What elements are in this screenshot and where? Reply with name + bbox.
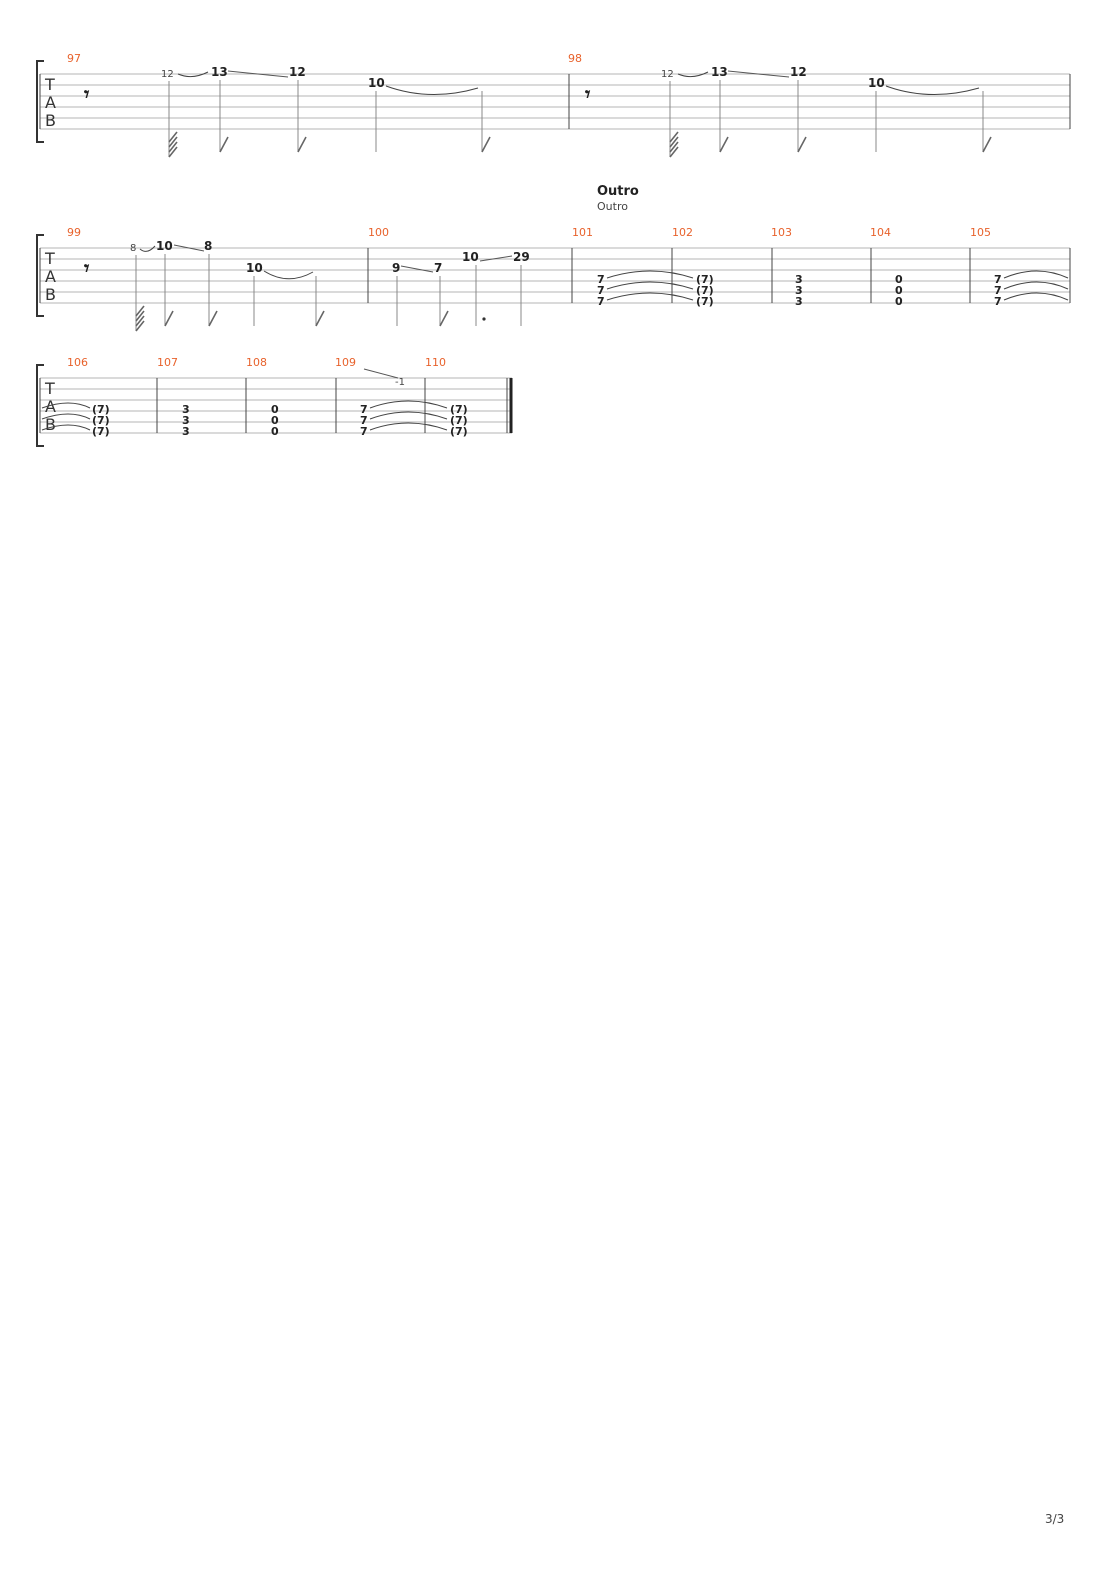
fret-number: 0 [271, 425, 279, 438]
fret-number: 10 [246, 261, 263, 275]
page-number: 3/3 [1045, 1512, 1065, 1526]
measure-104 [895, 273, 903, 308]
staff-system-1 [37, 52, 1070, 157]
fret-number: 12 [289, 65, 306, 79]
fret-number: (7) [450, 414, 468, 427]
tab-clef-b: B [45, 415, 56, 434]
measure-98 [585, 65, 991, 157]
tab-clef-a: A [45, 267, 56, 286]
fret-number: (7) [92, 425, 110, 438]
bend-line [364, 369, 398, 378]
note-flag [169, 132, 177, 157]
tab-clef-b: B [45, 111, 56, 130]
tie [1004, 282, 1068, 289]
fret-number: (7) [450, 425, 468, 438]
measure-109 [360, 369, 447, 438]
staff-lines [40, 248, 1070, 303]
tie [886, 86, 979, 95]
fret-number: 7 [360, 414, 368, 427]
section-title: Outro [597, 184, 639, 199]
note-flag [298, 137, 306, 152]
slide-line [401, 266, 433, 272]
eighth-rest: 𝄾 [585, 82, 591, 106]
measure-number: 103 [771, 226, 792, 239]
fret-number: 0 [271, 403, 279, 416]
fret-number: 7 [994, 284, 1002, 297]
measure-number: 106 [67, 356, 88, 369]
note-flag [165, 311, 173, 326]
fret-number: 7 [994, 295, 1002, 308]
fret-number: (7) [696, 295, 714, 308]
tie [607, 282, 693, 289]
fret-number: 29 [513, 250, 530, 264]
tab-clef-a: A [45, 397, 56, 416]
tab-clef-b: B [45, 285, 56, 304]
measure-108 [271, 403, 279, 438]
tab-clef-t: T [45, 379, 55, 398]
fret-number: 3 [182, 414, 190, 427]
measure-106 [92, 403, 110, 438]
tie [264, 271, 313, 279]
measure-99 [84, 239, 324, 331]
measure-number: 107 [157, 356, 178, 369]
measure-107 [182, 403, 190, 438]
fret-number: 10 [462, 250, 479, 264]
measure-number: 104 [870, 226, 891, 239]
measure-number: 99 [67, 226, 81, 239]
note-flag [220, 137, 228, 152]
tie [607, 293, 693, 300]
staff-system-2 [37, 226, 1070, 331]
fret-number: (7) [92, 403, 110, 416]
tie [370, 423, 447, 430]
tab-clef-a: A [45, 93, 56, 112]
eighth-rest: 𝄾 [84, 82, 90, 106]
measure-100 [392, 250, 530, 326]
note-flag [209, 311, 217, 326]
note-flag [798, 137, 806, 152]
fret-number: 10 [868, 76, 885, 90]
fret-number: (7) [92, 414, 110, 427]
fret-number: 3 [795, 273, 803, 286]
tie [386, 86, 478, 95]
fret-number: 7 [360, 403, 368, 416]
fret-number: 12 [161, 69, 174, 80]
measure-number: 109 [335, 356, 356, 369]
staff-lines [40, 74, 1070, 129]
tie [370, 412, 447, 419]
fret-number: 12 [790, 65, 807, 79]
measure-number: 97 [67, 52, 81, 65]
note-flag [670, 132, 678, 157]
fret-number: 7 [597, 295, 605, 308]
note-flag [316, 311, 324, 326]
slur [140, 246, 155, 251]
measure-number: 98 [568, 52, 582, 65]
fret-number: 13 [211, 65, 228, 79]
fret-number: 0 [895, 284, 903, 297]
fret-number: 9 [392, 261, 401, 275]
note-flag [983, 137, 991, 152]
tie [370, 401, 447, 408]
fret-number: 0 [895, 273, 903, 286]
fret-number: 7 [360, 425, 368, 438]
fret-number: (7) [696, 284, 714, 297]
bend-value: -1 [395, 377, 405, 388]
fret-number: 7 [597, 284, 605, 297]
fret-number: 12 [661, 69, 674, 80]
fret-number: 7 [994, 273, 1002, 286]
tab-clef-t: T [45, 249, 55, 268]
measure-101 [597, 271, 693, 308]
note-flag [720, 137, 728, 152]
eighth-rest: 𝄾 [84, 256, 90, 280]
note-flag [136, 306, 144, 331]
fret-number: 3 [182, 403, 190, 416]
measure-103 [795, 273, 803, 308]
tab-clef-t: T [45, 75, 55, 94]
fret-number: (7) [696, 273, 714, 286]
fret-number: (7) [450, 403, 468, 416]
fret-number: 0 [271, 414, 279, 427]
fret-number: 3 [795, 295, 803, 308]
fret-number: 10 [368, 76, 385, 90]
measure-number: 102 [672, 226, 693, 239]
fret-number: 3 [795, 284, 803, 297]
measure-number: 105 [970, 226, 991, 239]
measure-102 [696, 273, 714, 308]
fret-number: 7 [434, 261, 443, 275]
dotted-note [482, 317, 485, 320]
tie [1004, 293, 1068, 300]
fret-number: 3 [182, 425, 190, 438]
staff-system-3 [37, 356, 512, 446]
measure-number: 100 [368, 226, 389, 239]
measure-number: 101 [572, 226, 593, 239]
note-flag [440, 311, 448, 326]
measure-97 [84, 65, 490, 157]
measure-105 [994, 271, 1068, 308]
measure-number: 108 [246, 356, 267, 369]
fret-number: 10 [156, 239, 173, 253]
fret-number: 8 [130, 243, 137, 254]
measure-number: 110 [425, 356, 446, 369]
fret-number: 7 [597, 273, 605, 286]
fret-number: 0 [895, 295, 903, 308]
fret-number: 13 [711, 65, 728, 79]
tie [607, 271, 693, 278]
note-flag [482, 137, 490, 152]
measure-110 [450, 403, 468, 438]
section-subtitle: Outro [597, 200, 628, 213]
tie [1004, 271, 1068, 278]
fret-number: 8 [204, 239, 213, 253]
